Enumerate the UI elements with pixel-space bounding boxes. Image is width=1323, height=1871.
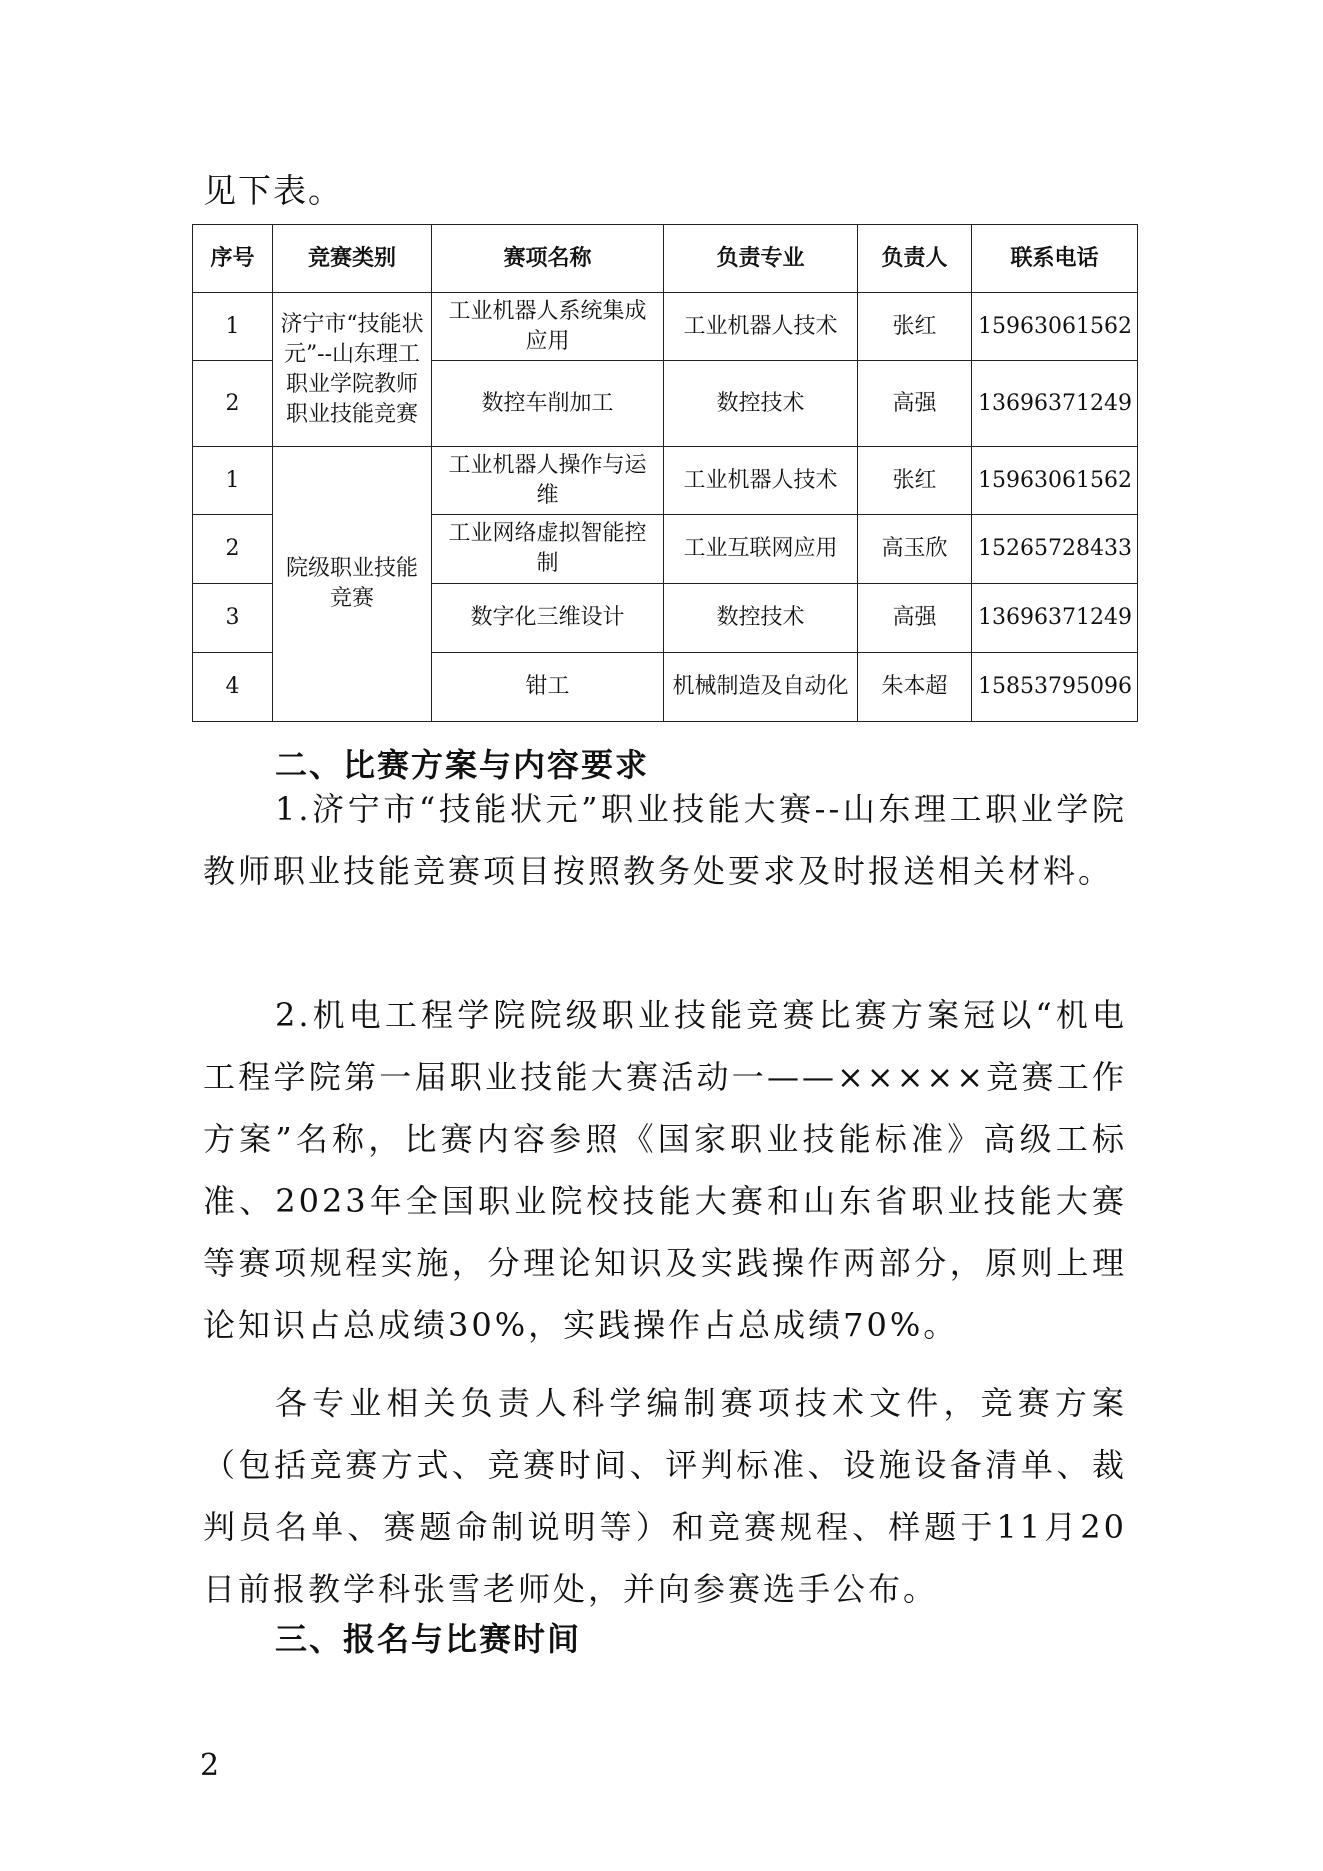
phone: 15853795096	[972, 653, 1138, 722]
major: 工业互联网应用	[664, 515, 858, 584]
table-row	[193, 447, 1138, 515]
major: 工业机器人技术	[664, 293, 858, 361]
header-category: 竞赛类别	[273, 225, 432, 293]
person: 张红	[858, 293, 972, 361]
event-name: 数字化三维设计	[432, 584, 664, 653]
event-name: 工业网络虚拟智能控制	[432, 515, 664, 584]
table-row	[193, 293, 1138, 361]
header-person: 负责人	[858, 225, 972, 293]
event-name: 钳工	[432, 653, 664, 722]
paragraph: 2.机电工程学院院级职业技能竞赛比赛方案冠以“机电工程学院第一届职业技能大赛活动一——×××××竞赛工作方案”名称，比赛内容参照《国家职业技能标准》高级工标准、2023年全国职业院校技能大赛和山东省职业技能大赛等赛项规程实施，分理论知识及实践操作两部分，原则上理论知识占总成绩30%，实践操作占总成绩70%。	[203, 996, 1127, 1344]
row-no: 2	[193, 361, 273, 447]
paragraph: 1.济宁市“技能状元”职业技能大赛--山东理工职业学院教师职业技能竞赛项目按照教务处要求及时报送相关材料。	[203, 790, 1127, 890]
major: 机械制造及自动化	[664, 653, 858, 722]
page-number: 2	[200, 1748, 220, 1783]
intro-text: 见下表。	[203, 171, 343, 210]
phone: 13696371249	[972, 361, 1138, 447]
person: 高强	[858, 361, 972, 447]
major: 数控技术	[664, 584, 858, 653]
phone: 15963061562	[972, 293, 1138, 361]
major: 数控技术	[664, 361, 858, 447]
table-header-row	[193, 225, 1138, 293]
row-no: 1	[193, 293, 273, 361]
header-event-name: 赛项名称	[432, 225, 664, 293]
row-no: 4	[193, 653, 273, 722]
row-no: 2	[193, 515, 273, 584]
category-cell: 院级职业技能竞赛	[273, 447, 432, 722]
person: 朱本超	[858, 653, 972, 722]
person: 高强	[858, 584, 972, 653]
row-no: 1	[193, 447, 273, 515]
person: 高玉欣	[858, 515, 972, 584]
competition-table	[192, 224, 1138, 722]
person: 张红	[858, 447, 972, 515]
event-name: 工业机器人操作与运维	[432, 447, 664, 515]
event-name: 工业机器人系统集成应用	[432, 293, 664, 361]
phone: 15963061562	[972, 447, 1138, 515]
row-no: 3	[193, 584, 273, 653]
phone: 13696371249	[972, 584, 1138, 653]
phone: 15265728433	[972, 515, 1138, 584]
header-phone: 联系电话	[972, 225, 1138, 293]
header-no: 序号	[193, 225, 273, 293]
category-cell: 济宁市“技能状元”--山东理工职业学院教师职业技能竞赛	[273, 293, 432, 447]
section-heading: 二、比赛方案与内容要求	[275, 746, 650, 784]
major: 工业机器人技术	[664, 447, 858, 515]
section-heading: 三、报名与比赛时间	[275, 1620, 582, 1658]
header-major: 负责专业	[664, 225, 858, 293]
paragraph: 各专业相关负责人科学编制赛项技术文件，竞赛方案（包括竞赛方式、竞赛时间、评判标准、设施设备清单、裁判员名单、赛题命制说明等）和竞赛规程、样题于11月20日前报教学科张雪老师处，并向参赛选手公布。	[203, 1384, 1127, 1608]
event-name: 数控车削加工	[432, 361, 664, 447]
